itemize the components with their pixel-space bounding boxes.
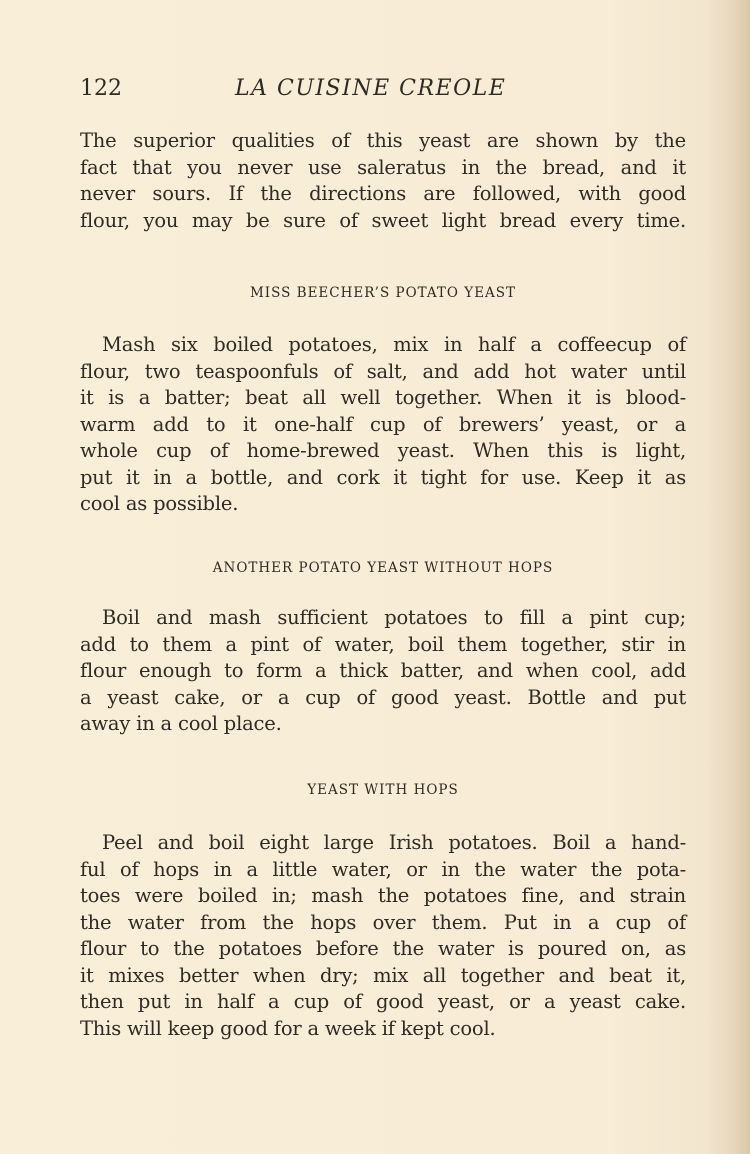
text-line: never sours. If the directions are followed, with good xyxy=(80,182,686,205)
recipe-paragraph xyxy=(80,830,686,1042)
section-heading: ANOTHER POTATO YEAST WITHOUT HOPS xyxy=(212,560,554,576)
text-line: ful of hops in a little water, or in the water the pota- xyxy=(80,857,686,881)
text-line: put it in a bottle, and cork it tight for use. Keep it as xyxy=(80,465,686,489)
text-line: cool as possible. xyxy=(80,492,239,515)
text-line: flour, two teaspoonfuls of salt, and add hot water until xyxy=(80,359,686,383)
text-line: Mash six boiled potatoes, mix in half a coffeecup of xyxy=(102,333,686,356)
text-line: add to them a pint of water, boil them together, stir in xyxy=(80,632,686,656)
text-line: then put in half a cup of good yeast, or a yeast cake. xyxy=(80,990,686,1013)
text-line: Boil and mash sufficient potatoes to fill a pint cup; xyxy=(102,606,686,629)
text-line: it is a batter; beat all well together. When it is blood- xyxy=(80,386,686,409)
text-line: it mixes better when dry; mix all together and beat it, xyxy=(80,963,686,987)
text-line: This will keep good for a week if kept cool. xyxy=(80,1016,496,1040)
text-line: warm add to it one-half cup of brewers’ yeast, or a xyxy=(80,412,686,436)
text-line: the water from the hops over them. Put in a cup of xyxy=(80,910,686,934)
text-line: whole cup of home-brewed yeast. When this is light, xyxy=(80,439,686,462)
running-head xyxy=(80,76,685,106)
section-heading: YEAST WITH HOPS xyxy=(307,782,459,798)
section-heading: MISS BEECHER’S POTATO YEAST xyxy=(249,285,517,301)
recipe-paragraph xyxy=(80,605,686,738)
recipe-paragraph xyxy=(80,332,686,518)
book-title: LA CUISINE CREOLE xyxy=(235,76,507,101)
text-line: flour enough to form a thick batter, and when cool, add xyxy=(80,659,686,682)
text-line: Peel and boil eight large Irish potatoes. Boil a hand- xyxy=(102,831,686,854)
text-line: away in a cool place. xyxy=(80,712,282,735)
text-line: The superior qualities of this yeast are shown by the xyxy=(80,129,686,152)
text-line: flour to the potatoes before the water is poured on, as xyxy=(80,937,686,960)
text-line: fact that you never use saleratus in the bread, and it xyxy=(80,155,686,179)
text-line: a yeast cake, or a cup of good yeast. Bottle and put xyxy=(80,685,686,709)
text-line: flour, you may be sure of sweet light bread every time. xyxy=(80,208,686,232)
intro-paragraph xyxy=(80,128,686,234)
text-line: toes were boiled in; mash the potatoes fine, and strain xyxy=(80,884,686,907)
page-number: 122 xyxy=(80,76,122,101)
